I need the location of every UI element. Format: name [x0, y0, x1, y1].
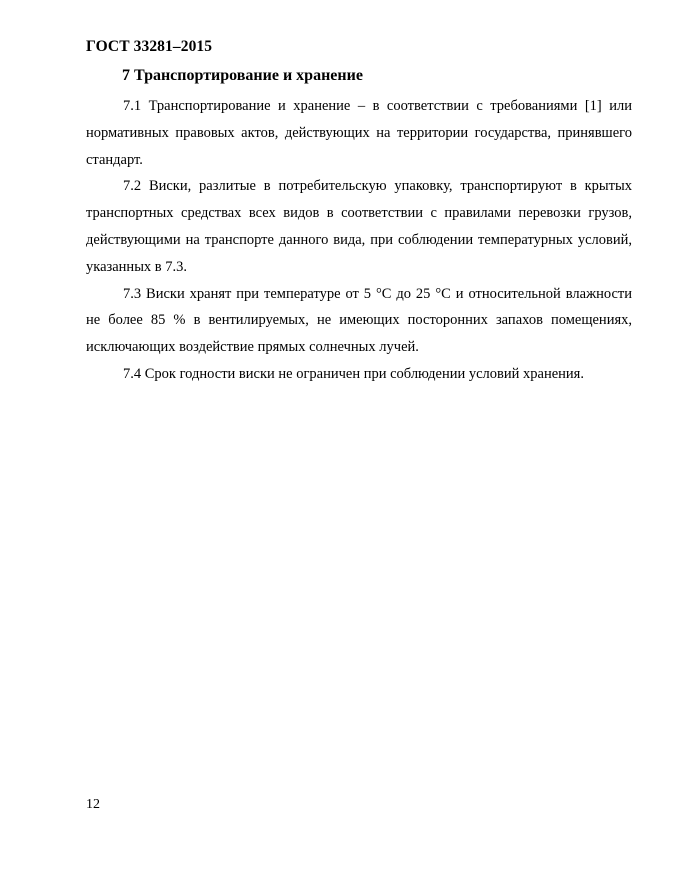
- section-body: [86, 93, 632, 388]
- paragraph-7-3: 7.3 Виски хранят при температуре от 5 °С до 25 °С и относительной влажности не более 85 % в вентилируемых, не имеющих посторонних запахов помещениях, исключающих воздействие прямых солнечных лучей.: [86, 285, 632, 356]
- document-header-standard-id: ГОСТ 33281–2015: [86, 38, 213, 55]
- section-title: 7 Транспортирование и хранение: [122, 67, 363, 84]
- paragraph-7-4: 7.4 Срок годности виски не ограничен при соблюдении условий хранения.: [123, 365, 584, 382]
- paragraph-7-2: 7.2 Виски, разлитые в потребительскую упаковку, транспортируют в крытых транспортных средствах всех видов в соответствии с правилами перевозки грузов, действующими на транспорте данного вида, при соблюдении температурных условий, указанных в 7.3.: [86, 178, 632, 275]
- paragraph-7-1: 7.1 Транспортирование и хранение – в соответствии с требованиями [1] или нормативных правовых актов, действующих на территории государства, принявшего стандарт.: [86, 98, 632, 168]
- page-number: 12: [86, 797, 100, 812]
